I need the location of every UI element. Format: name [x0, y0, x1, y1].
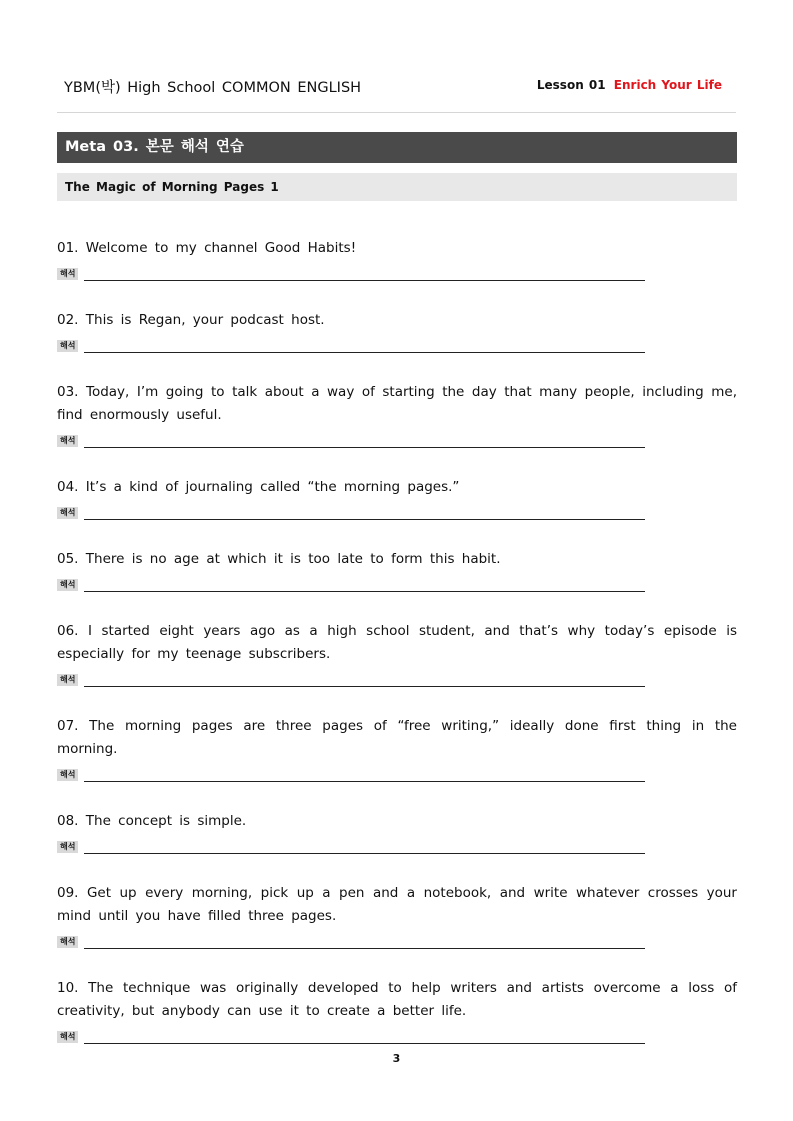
translation-label: 해석 [57, 579, 78, 591]
subsection-title: The Magic of Morning Pages 1 [57, 173, 737, 201]
translation-label: 해석 [57, 507, 78, 519]
sentence-text: 09. Get up every morning, pick up a pen and a notebook, and write whatever crosses your mind until you have filled three pages. [57, 885, 737, 924]
translation-answer-line[interactable] [84, 780, 645, 782]
translation-answer-line[interactable] [84, 1042, 645, 1044]
answer-row [57, 764, 737, 782]
answer-row [57, 931, 737, 949]
sentence-item [57, 237, 737, 281]
answer-row [57, 1026, 737, 1044]
lesson-name: Enrich Your Life [613, 78, 722, 92]
answer-row [57, 502, 737, 520]
sentence-text: 10. The technique was originally developed to help writers and artists overcome a loss of creativity, but anybody can use it to create a better life. [57, 980, 737, 1019]
translation-answer-line[interactable] [84, 518, 645, 520]
sentence-item [57, 309, 737, 353]
sentence-item [57, 548, 737, 592]
page-number: 3 [392, 1052, 401, 1065]
translation-answer-line[interactable] [84, 446, 645, 448]
translation-label: 해석 [57, 674, 78, 686]
sentence-text: 01. Welcome to my channel Good Habits! [57, 240, 357, 256]
answer-row [57, 836, 737, 854]
sentence-text: 08. The concept is simple. [57, 813, 247, 829]
translation-answer-line[interactable] [84, 279, 645, 281]
book-title: YBM(박) High School COMMON ENGLISH [64, 80, 362, 96]
sentence-text: 07. The morning pages are three pages of “free writing,” ideally done first thing in the morning. [57, 718, 737, 757]
answer-row [57, 263, 737, 281]
sentence-item [57, 381, 737, 448]
translation-answer-line[interactable] [84, 852, 645, 854]
answer-row [57, 669, 737, 687]
translation-answer-line[interactable] [84, 947, 645, 949]
sentence-text: 03. Today, I’m going to talk about a way of starting the day that many people, including me, find enormously useful. [57, 384, 737, 423]
translation-label: 해석 [57, 841, 78, 853]
answer-row [57, 574, 737, 592]
translation-label: 해석 [57, 268, 78, 280]
translation-label: 해석 [57, 340, 78, 352]
translation-label: 해석 [57, 769, 78, 781]
header-divider [57, 112, 736, 113]
lesson-info [537, 78, 722, 92]
section-title: Meta 03. 본문 해석 연습 [57, 132, 737, 163]
sentence-item [57, 882, 737, 949]
translation-label: 해석 [57, 435, 78, 447]
sentence-text: 04. It’s a kind of journaling called “the morning pages.” [57, 479, 460, 495]
lesson-number: Lesson 01 [536, 78, 606, 92]
translation-label: 해석 [57, 936, 78, 948]
sentence-item [57, 620, 737, 687]
sentence-text: 05. There is no age at which it is too late to form this habit. [57, 551, 501, 567]
sentence-item [57, 476, 737, 520]
sentence-item [57, 977, 737, 1044]
answer-row [57, 335, 737, 353]
translation-answer-line[interactable] [84, 590, 645, 592]
translation-answer-line[interactable] [84, 685, 645, 687]
page-header [57, 74, 736, 100]
sentence-item [57, 810, 737, 854]
sentence-text: 06. I started eight years ago as a high school student, and that’s why today’s episode is especially for my teenage subscribers. [57, 623, 737, 662]
translation-answer-line[interactable] [84, 351, 645, 353]
sentence-list [57, 237, 737, 1072]
sentence-item [57, 715, 737, 782]
translation-label: 해석 [57, 1031, 78, 1043]
answer-row [57, 430, 737, 448]
sentence-text: 02. This is Regan, your podcast host. [57, 312, 325, 328]
